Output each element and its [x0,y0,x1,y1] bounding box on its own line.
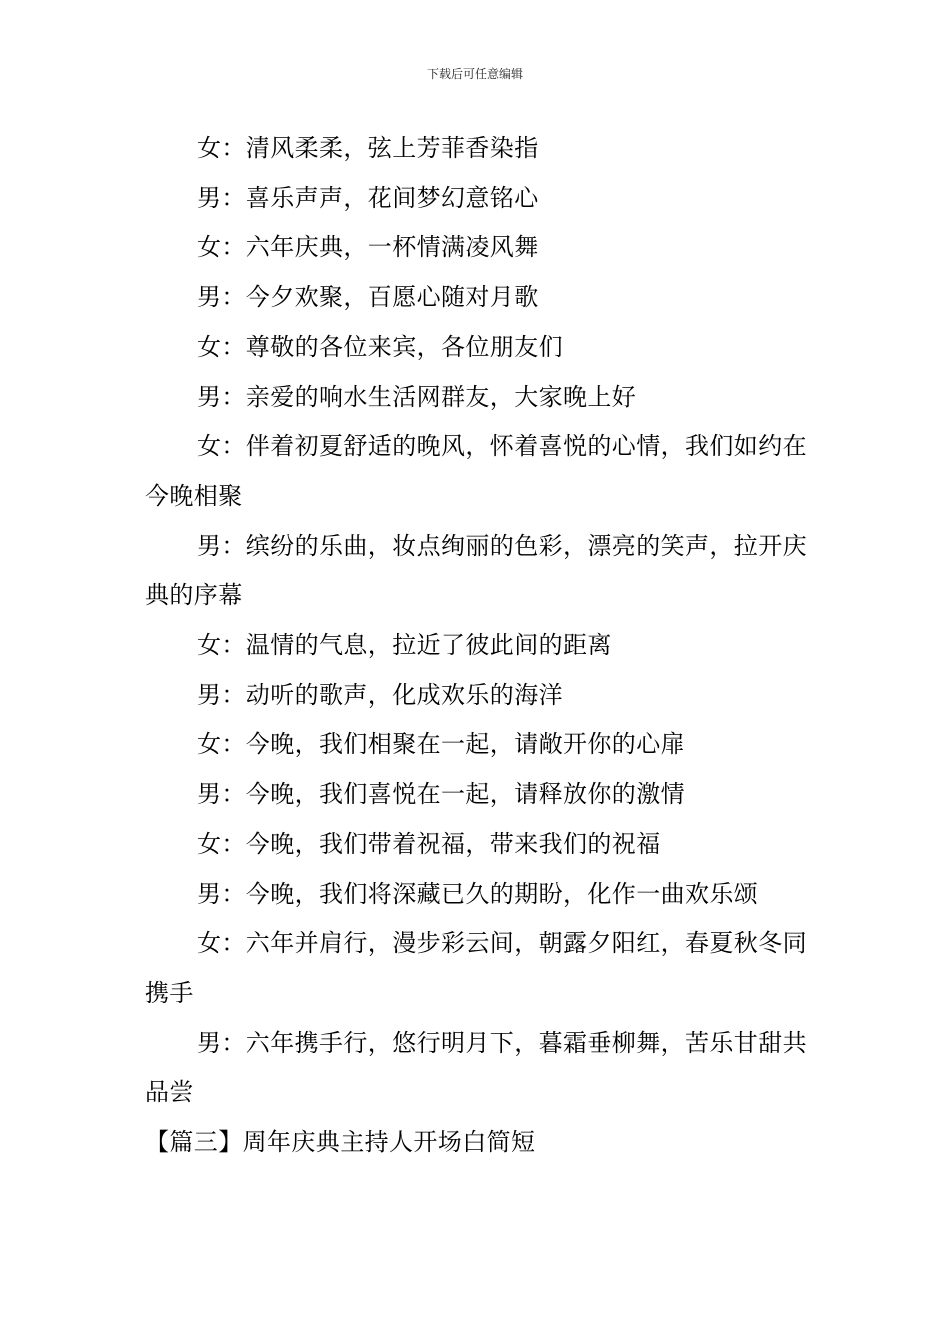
dialogue-line: 男：今晚，我们将深藏已久的期盼，化作一曲欢乐颂 [197,879,759,908]
dialogue-line: 男：今晚，我们喜悦在一起，请释放你的激情 [197,780,685,809]
dialogue-line: 男：动听的歌声，化成欢乐的海洋 [197,680,563,709]
dialogue-line: 男：喜乐声声，花间梦幻意铭心 [197,183,539,212]
document-body [145,124,810,1168]
dialogue-line: 男：六年携手行，悠行明月下，暮霜垂柳舞，苦乐甘甜共品尝 [145,1028,807,1107]
dialogue-line: 女：伴着初夏舒适的晚风，怀着喜悦的心情，我们如约在今晚相聚 [145,432,807,510]
dialogue-line: 男：亲爱的响水生活网群友，大家晚上好 [197,382,637,411]
dialogue-line: 女：尊敬的各位来宾，各位朋友们 [197,332,563,361]
dialogue-line: 女：今晚，我们带着祝福，带来我们的祝福 [197,829,661,858]
dialogue-line: 男：今夕欢聚，百愿心随对月歌 [197,283,539,312]
page-header: 下载后可任意编辑 [426,67,523,81]
dialogue-line: 女：温情的气息，拉近了彼此间的距离 [197,631,612,660]
dialogue-line: 女：今晚，我们相聚在一起，请敞开你的心扉 [197,730,685,759]
section-heading: 【篇三】周年庆典主持人开场白简短 [145,1128,536,1157]
dialogue-line: 男：缤纷的乐曲，妆点绚丽的色彩，漂亮的笑声，拉开庆典的序幕 [145,531,807,610]
dialogue-line: 女：六年庆典，一杯情满凌风舞 [197,233,539,262]
dialogue-line: 女：清风柔柔，弦上芳菲香染指 [197,134,539,162]
dialogue-line: 女：六年并肩行，漫步彩云间，朝露夕阳红，春夏秋冬同携手 [145,929,807,1007]
